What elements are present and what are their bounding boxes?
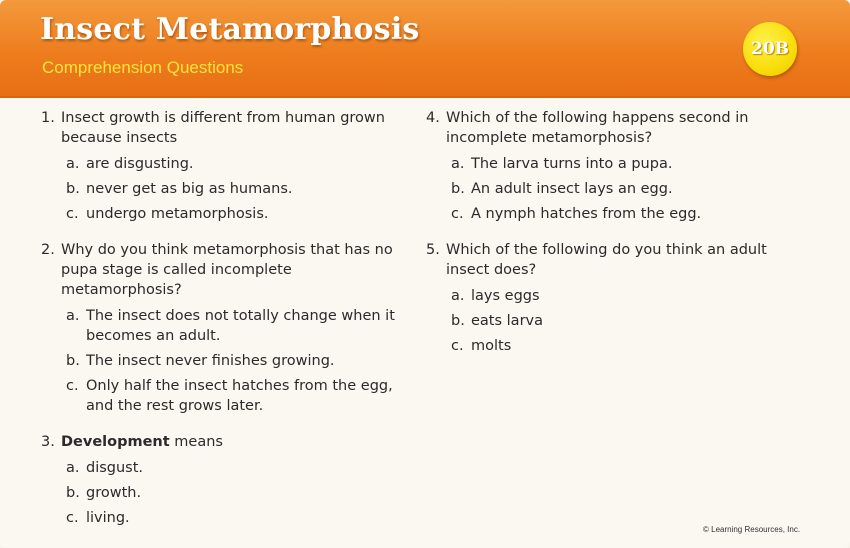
option-letter: c. <box>451 206 464 222</box>
question-number: 4. <box>426 110 440 126</box>
question-number: 1. <box>41 110 55 126</box>
answer-options <box>41 306 411 416</box>
vocabulary-term: Development <box>61 434 170 450</box>
question-number: 3. <box>41 434 55 450</box>
question-text: Which of the following do you think an adult insect does? <box>446 242 767 278</box>
option-text: undergo metamorphosis. <box>86 206 269 222</box>
question-text: Which of the following happens second in incomplete metamorphosis? <box>446 110 749 146</box>
answer-option <box>451 286 806 306</box>
answer-options <box>41 458 411 528</box>
header-band <box>0 0 850 98</box>
question-text <box>61 432 411 452</box>
option-text: The insect never finishes growing. <box>86 353 335 369</box>
page-subtitle: Comprehension Questions <box>42 58 244 77</box>
option-letter: a. <box>66 308 80 324</box>
answer-option <box>451 336 806 356</box>
answer-option <box>66 154 411 174</box>
option-letter: a. <box>66 460 80 476</box>
option-text: growth. <box>86 485 142 501</box>
question-text: Insect growth is different from human grown because insects <box>61 110 385 146</box>
option-letter: a. <box>66 156 80 172</box>
question-1 <box>41 108 411 224</box>
answer-option <box>451 179 806 199</box>
answer-option <box>451 154 806 174</box>
answer-option <box>66 376 411 416</box>
option-text: Only half the insect hatches from the egg, and the rest grows later. <box>86 378 393 414</box>
question-3 <box>41 432 411 528</box>
option-letter: c. <box>66 206 79 222</box>
answer-options <box>41 154 411 224</box>
copyright-notice: © Learning Resources, Inc. <box>703 525 801 534</box>
question-text: Why do you think metamorphosis that has no pupa stage is called incomplete metamorphosis? <box>61 242 393 298</box>
option-text: never get as big as humans. <box>86 181 293 197</box>
question-number: 5. <box>426 242 440 258</box>
question-4 <box>426 108 806 224</box>
option-letter: c. <box>451 338 464 354</box>
question-2 <box>41 240 411 416</box>
option-text: eats larva <box>471 313 543 329</box>
question-text-suffix: means <box>169 434 223 450</box>
answer-option <box>66 483 411 503</box>
option-text: are disgusting. <box>86 156 194 172</box>
option-text: An adult insect lays an egg. <box>471 181 673 197</box>
option-text: lays eggs <box>471 288 540 304</box>
answer-option <box>451 204 806 224</box>
question-number: 2. <box>41 242 55 258</box>
option-letter: b. <box>451 181 465 197</box>
option-text: molts <box>471 338 512 354</box>
card-number-badge <box>743 22 797 76</box>
option-text: The larva turns into a pupa. <box>471 156 673 172</box>
answer-option <box>66 179 411 199</box>
card-number: 20B <box>750 39 790 59</box>
answer-option <box>66 306 411 346</box>
option-text: disgust. <box>86 460 144 476</box>
right-column <box>426 108 806 372</box>
option-letter: a. <box>451 156 465 172</box>
page-title: Insect Metamorphosis <box>40 12 420 47</box>
answer-options <box>426 286 806 356</box>
question-5 <box>426 240 806 356</box>
answer-option <box>66 204 411 224</box>
answer-option <box>66 458 411 478</box>
option-text: The insect does not totally change when it becomes an adult. <box>86 308 395 344</box>
option-text: living. <box>86 510 130 526</box>
option-text: A nymph hatches from the egg. <box>471 206 702 222</box>
option-letter: c. <box>66 510 79 526</box>
option-letter: a. <box>451 288 465 304</box>
option-letter: c. <box>66 378 79 394</box>
option-letter: b. <box>66 485 80 501</box>
left-column <box>41 108 411 544</box>
answer-option <box>66 351 411 371</box>
answer-option <box>66 508 411 528</box>
option-letter: b. <box>451 313 465 329</box>
answer-options <box>426 154 806 224</box>
option-letter: b. <box>66 353 80 369</box>
option-letter: b. <box>66 181 80 197</box>
answer-option <box>451 311 806 331</box>
